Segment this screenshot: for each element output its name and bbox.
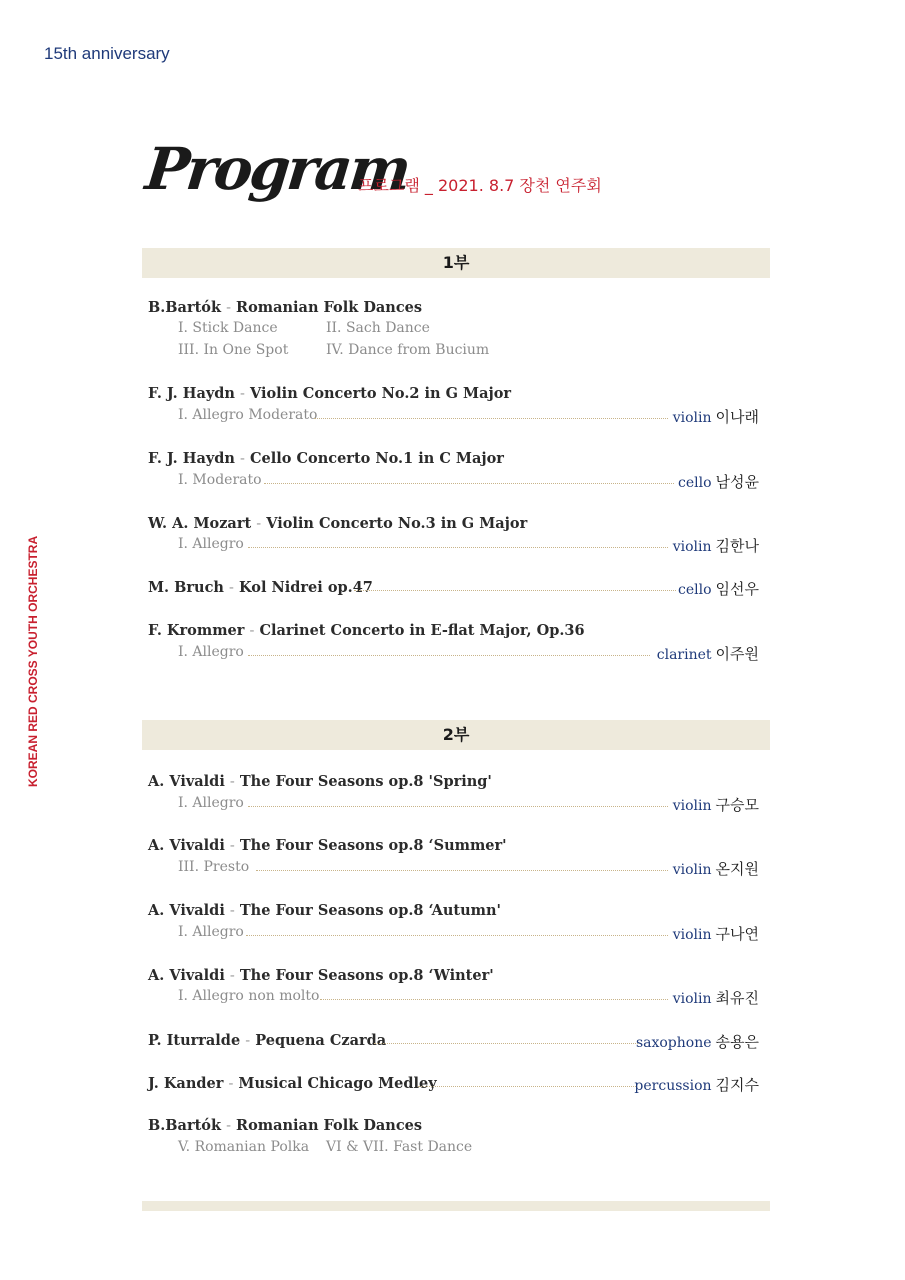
movement: III. In One Spot — [178, 342, 289, 358]
instrument: violin — [672, 410, 712, 426]
leader-dots — [314, 418, 668, 419]
performer — [673, 535, 759, 556]
work-title: The Four Seasons op.8 ‘Winter' — [239, 967, 494, 984]
program-header — [142, 135, 766, 220]
movement: I. Allegro — [178, 644, 244, 660]
performer — [673, 406, 759, 427]
movement: I. Allegro non molto — [178, 988, 320, 1004]
program-subtitle: 프로그램 _ 2021. 8.7 장천 연주회 — [358, 176, 602, 195]
composer: F. Krommer — [148, 622, 245, 639]
leader-dots — [248, 547, 668, 548]
separator: - — [245, 1033, 251, 1049]
separator: - — [240, 386, 245, 402]
performer — [673, 987, 759, 1008]
leader-dots — [248, 655, 650, 656]
leader-dots — [248, 806, 668, 807]
piece-title — [148, 773, 492, 790]
separator: - — [226, 300, 231, 316]
performer — [636, 1031, 759, 1052]
performer — [657, 643, 759, 664]
instrument: violin — [672, 927, 712, 943]
composer: A. Vivaldi — [148, 773, 225, 790]
work-title: Kol Nidrei op.47 — [239, 579, 373, 596]
work-title: Violin Concerto No.3 in G Major — [266, 515, 528, 532]
separator: - — [229, 968, 235, 984]
performer-name: 구나연 — [715, 925, 759, 943]
work-title: Cello Concerto No.1 in C Major — [250, 450, 504, 467]
separator: - — [229, 838, 235, 854]
instrument: clarinet — [656, 647, 712, 663]
movement: I. Moderato — [178, 472, 262, 488]
performer — [634, 1074, 759, 1095]
performer-name: 김지수 — [715, 1076, 759, 1094]
leader-dots — [246, 935, 668, 936]
work-title: Violin Concerto No.2 in G Major — [250, 385, 512, 402]
anniversary-label: 15th anniversary — [44, 44, 170, 63]
separator: - — [228, 1076, 234, 1092]
work-title: Romanian Folk Dances — [236, 1117, 423, 1134]
performer-name: 남성윤 — [715, 473, 759, 491]
piece-title — [148, 967, 494, 984]
piece-title — [148, 1117, 422, 1134]
composer: F. J. Haydn — [148, 450, 235, 467]
instrument: saxophone — [635, 1035, 712, 1051]
movement: VI & VII. Fast Dance — [326, 1139, 473, 1155]
performer-name: 최유진 — [715, 989, 759, 1007]
composer: P. Iturralde — [148, 1032, 241, 1049]
leader-dots — [256, 870, 668, 871]
leader-dots — [374, 1043, 638, 1044]
separator: - — [229, 580, 234, 596]
work-title: Romanian Folk Dances — [236, 299, 423, 316]
performer-name: 이나래 — [715, 408, 759, 426]
leader-dots — [354, 590, 676, 591]
composer: A. Vivaldi — [148, 902, 225, 919]
instrument: violin — [672, 862, 712, 878]
movement: II. Sach Dance — [326, 320, 430, 336]
movement: I. Allegro Moderato — [178, 407, 318, 423]
instrument: cello — [678, 582, 712, 598]
leader-dots — [418, 1086, 636, 1087]
work-title: Pequena Czarda — [255, 1032, 387, 1049]
work-title: The Four Seasons op.8 ‘Autumn' — [239, 902, 501, 919]
work-title: Clarinet Concerto in E-flat Major, Op.36 — [259, 622, 585, 639]
work-title: The Four Seasons op.8 ‘Summer' — [239, 837, 507, 854]
movement: I. Stick Dance — [178, 320, 278, 336]
instrument: percussion — [634, 1078, 712, 1094]
movement: III. Presto — [178, 859, 250, 875]
instrument: violin — [672, 798, 712, 814]
work-title: Musical Chicago Medley — [238, 1075, 437, 1092]
performer — [678, 471, 759, 492]
piece-title — [148, 299, 422, 316]
instrument: violin — [672, 539, 712, 555]
movement: I. Allegro — [178, 795, 244, 811]
piece-title — [148, 450, 504, 467]
piece-title — [148, 515, 527, 532]
performer-name: 김한나 — [715, 537, 759, 555]
movement: I. Allegro — [178, 924, 244, 940]
separator: - — [229, 903, 235, 919]
composer: F. J. Haydn — [148, 385, 235, 402]
work-title: The Four Seasons op.8 'Spring' — [239, 773, 492, 790]
composer: A. Vivaldi — [148, 837, 225, 854]
composer: B.Bartók — [148, 1117, 222, 1134]
composer: M. Bruch — [148, 579, 224, 596]
composer: J. Kander — [148, 1075, 224, 1092]
piece-title — [148, 622, 585, 639]
separator: - — [256, 516, 262, 532]
performer — [678, 578, 759, 599]
separator: - — [226, 1118, 231, 1134]
part2-heading: 2부 — [142, 720, 770, 750]
movement: V. Romanian Polka — [178, 1139, 310, 1155]
separator: - — [229, 774, 235, 790]
performer — [673, 858, 759, 879]
composer: B.Bartók — [148, 299, 222, 316]
piece-title — [148, 1032, 386, 1049]
leader-dots — [264, 483, 674, 484]
piece-title — [148, 837, 507, 854]
footer-band — [142, 1201, 770, 1211]
performer — [673, 923, 759, 944]
orchestra-side-label: KOREAN RED CROSS YOUTH ORCHESTRA — [26, 535, 40, 787]
piece-title — [148, 579, 373, 596]
performer-name: 구승모 — [715, 796, 759, 814]
composer: A. Vivaldi — [148, 967, 225, 984]
separator: - — [249, 623, 255, 639]
instrument: violin — [672, 991, 712, 1007]
instrument: cello — [678, 475, 712, 491]
movement: IV. Dance from Bucium — [326, 342, 490, 358]
performer-name: 임선우 — [715, 580, 759, 598]
piece-title — [148, 385, 511, 402]
leader-dots — [320, 999, 668, 1000]
piece-title — [148, 902, 501, 919]
piece-title — [148, 1075, 437, 1092]
part1-heading: 1부 — [142, 248, 770, 278]
composer: W. A. Mozart — [148, 515, 252, 532]
movement: I. Allegro — [178, 536, 244, 552]
performer-name: 이주원 — [715, 645, 759, 663]
program-logo: Program — [142, 135, 412, 203]
performer-name: 송용은 — [715, 1033, 759, 1051]
performer — [673, 794, 759, 815]
performer-name: 온지원 — [715, 860, 759, 878]
separator: - — [240, 451, 245, 467]
